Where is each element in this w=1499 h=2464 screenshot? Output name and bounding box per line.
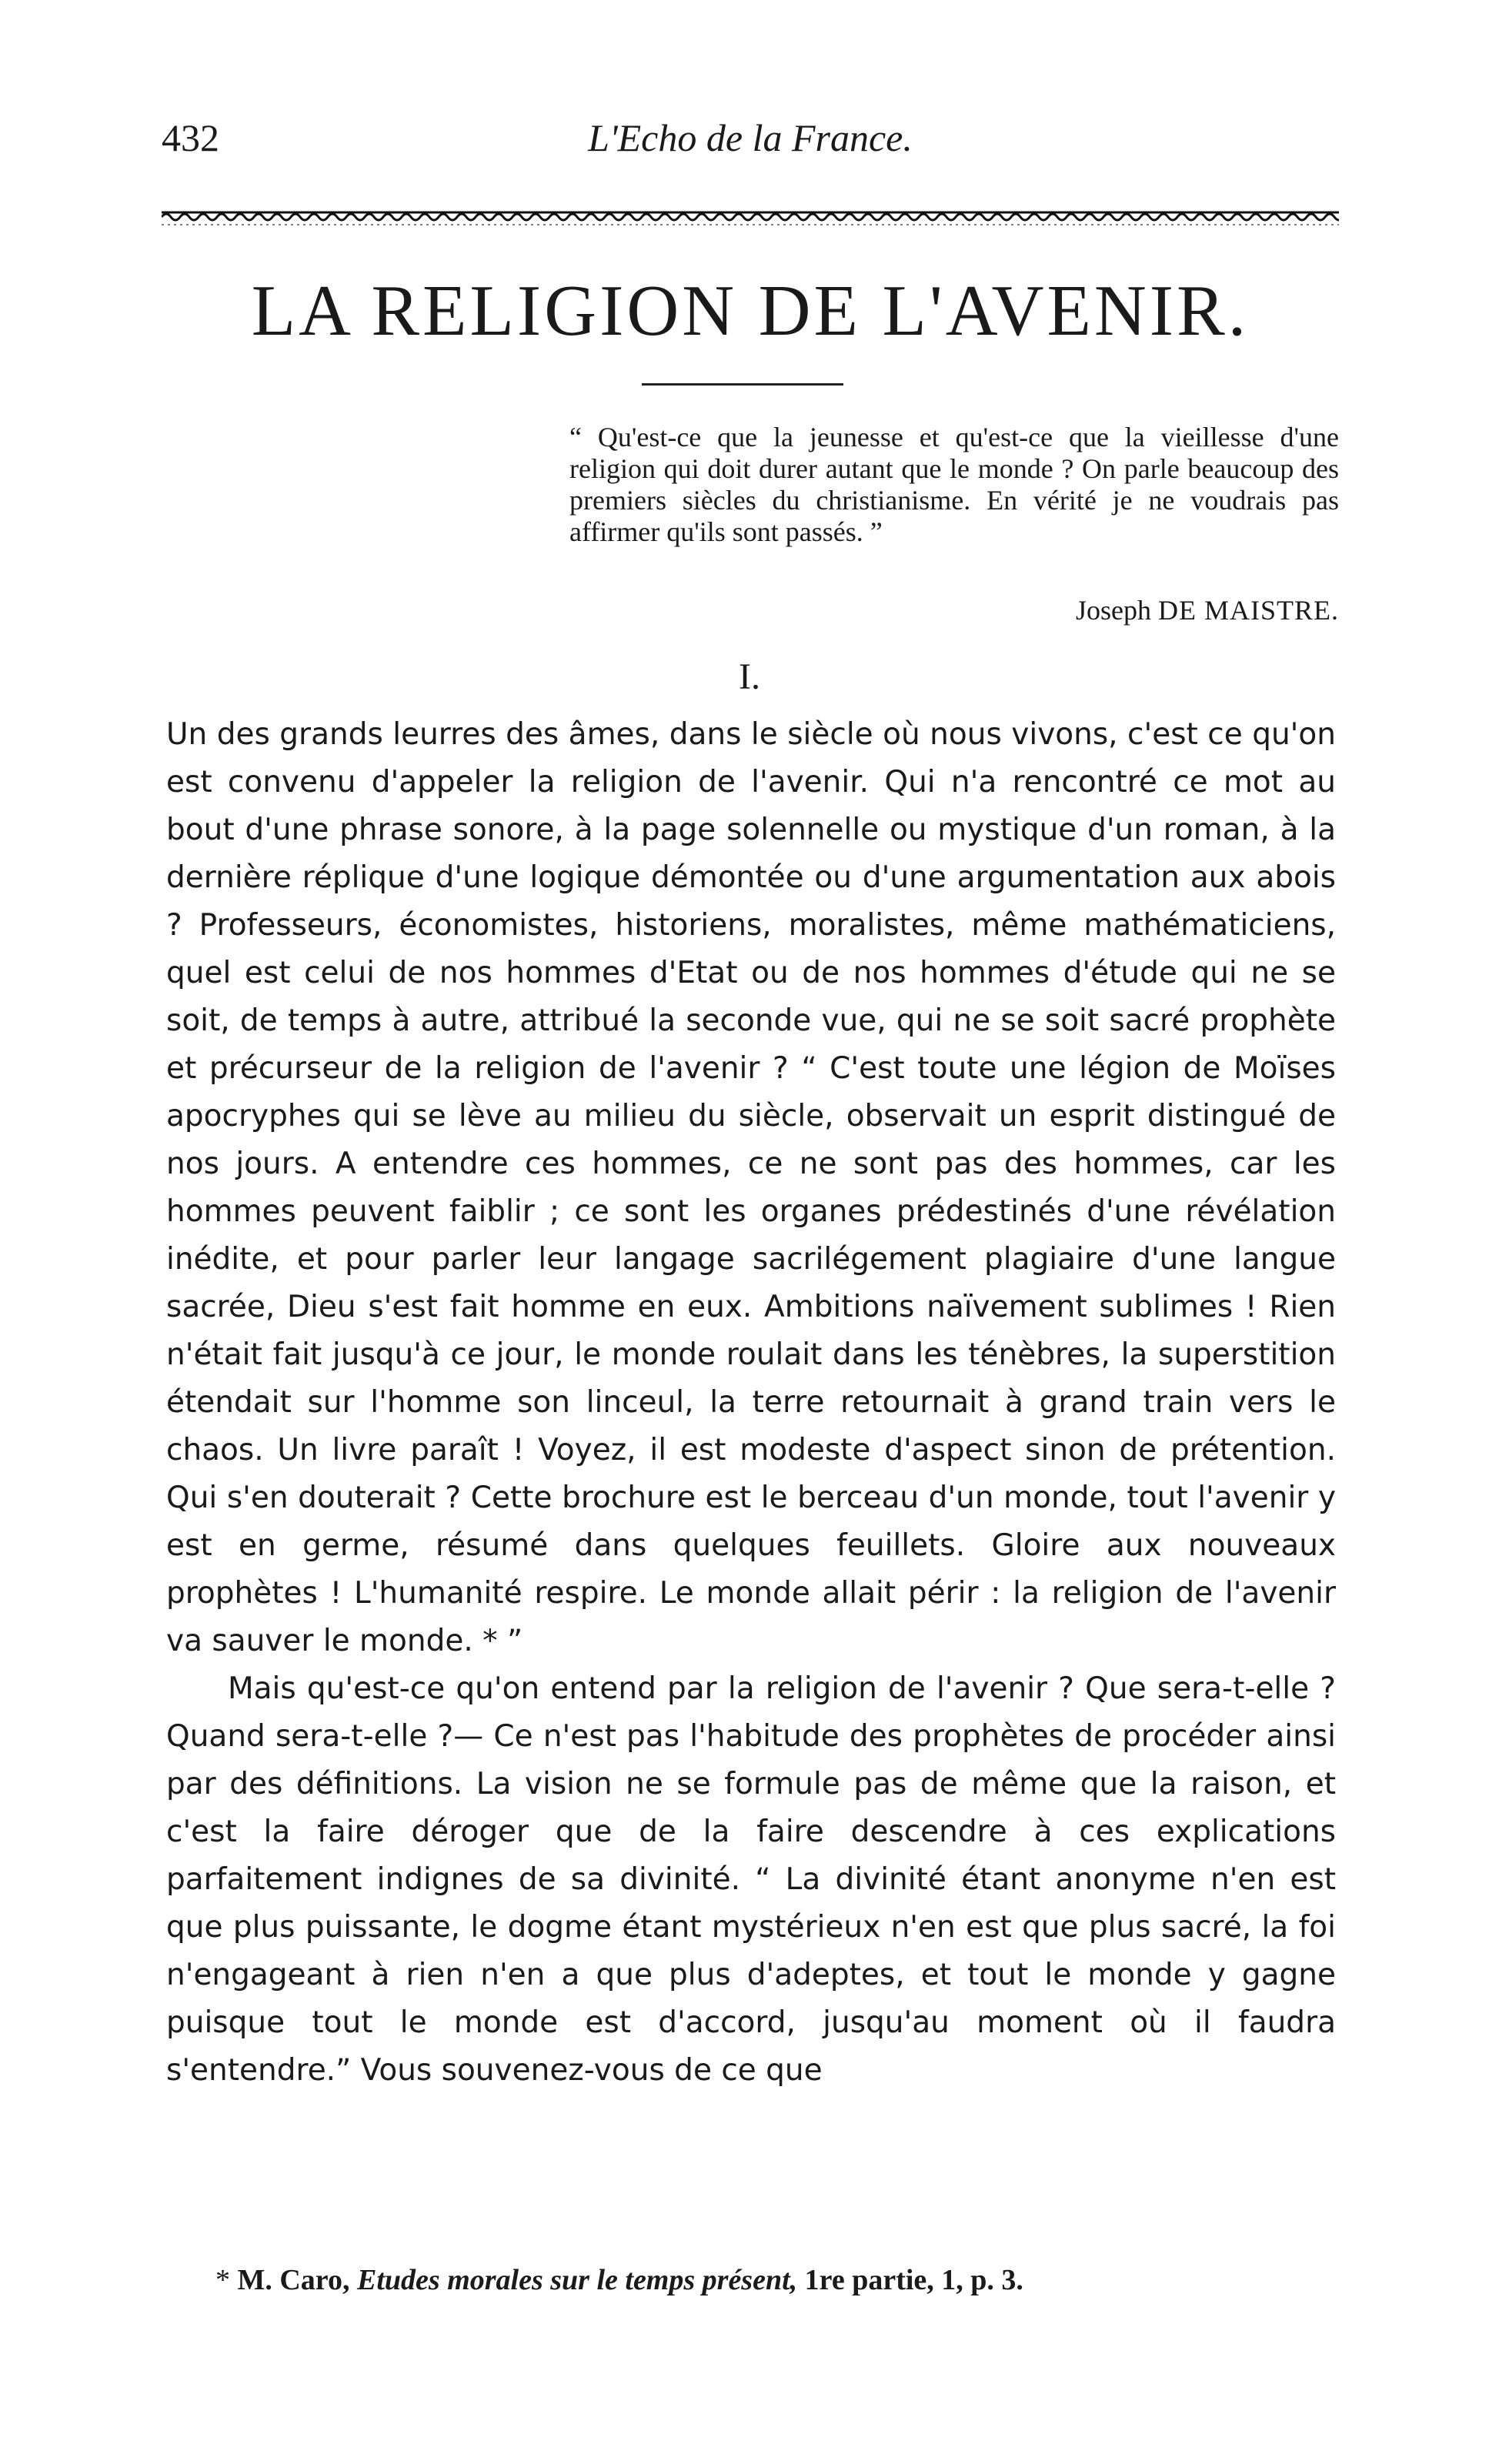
footnote-marker: * xyxy=(215,2264,230,2296)
article-title: LA RELIGION DE L'AVENIR. xyxy=(251,271,1250,351)
attribution-first-name: Joseph xyxy=(1076,595,1151,626)
attribution-last-name: DE MAISTRE. xyxy=(1158,595,1339,626)
paragraph-1: Un des grands leurres des âmes, dans le siècle où nous vivons, c'est ce qu'on est convenu d'appeler la religion de l'avenir. Qui n'a rencontré ce mot au bout d'une phrase sonore, à la page solennelle ou mystique d'un roman, à la dernière réplique d'une logique démontée ou d'une argumentation aux abois ? Professeurs, économistes, historiens, moralistes, même mathématiciens, quel est celui de nos hommes d'Etat ou de nos hommes d'étude qui ne se soit, de temps à autre, attribué la seconde vue, qui ne se soit sacré prophète et précurseur de la religion de l'avenir ? “ C'est toute une légion de Moïses apocryphes qui se lève au milieu du siècle, observait un esprit distingué de nos jours. A entendre ces hommes, ce ne sont pas des hommes, car les hommes peuvent faiblir ; ce sont les organes prédestinés d'une révélation inédite, et pour parler leur langage sacrilégement plagiaire d'une langue sacrée, Dieu s'est fait homme en eux. Ambitions naïvement sublimes ! Rien n'était fait jusqu'à ce jour, le monde roulait dans les ténèbres, la superstition étendait sur l'homme son linceul, la terre retournait à grand train vers le chaos. Un livre paraît ! Voyez, il est modeste d'aspect sinon de prétention. Qui s'en douterait ? Cette brochure est le berceau d'un monde, tout l'avenir y est en germe, résumé dans quelques feuillets. Gloire aux nouveaux prophètes ! L'humanité respire. Le monde allait périr : la religion de l'avenir va sauver le monde. * ” xyxy=(166,717,1336,1658)
paragraph-2: Mais qu'est-ce qu'on entend par la religion de l'avenir ? Que sera-t-elle ? Quand sera-t-elle ?— Ce n'est pas l'habitude des prophètes de procéder ainsi par des définitions. La vision ne se formule pas de même que la raison, et c'est la faire déroger que de la faire descendre à ces explications parfaitement indignes de sa divinité. “ La divinité étant anonyme n'en est que plus puissante, le dogme étant mystérieux n'en est que plus sacré, la foi n'engageant à rien n'en a que plus d'adeptes, et tout le monde y gagne puisque tout le monde est d'accord, jusqu'au moment où il faudra s'entendre.” Vous souvenez-vous de ce que xyxy=(166,1671,1336,2088)
footnote-author: M. Caro, xyxy=(237,2264,350,2296)
ornamental-rule xyxy=(162,202,1339,232)
journal-title: L'Echo de la France. xyxy=(588,116,913,159)
footnote-reference: 1re partie, 1, p. 3. xyxy=(804,2264,1023,2296)
section-numeral: I. xyxy=(739,656,760,697)
page-number: 432 xyxy=(162,116,219,159)
body-text xyxy=(166,711,1336,2095)
footnote xyxy=(215,2262,1339,2298)
title-rule xyxy=(642,383,843,386)
running-head xyxy=(162,115,1339,169)
epigraph-attribution xyxy=(1076,594,1339,626)
footnote-work-title: Etudes morales sur le temps présent, xyxy=(357,2264,798,2296)
epigraph-quote: “ Qu'est-ce que la jeunesse et qu'est-ce que la vieillesse d'une religion qui doit durer autant que le monde ? On parle beaucoup des premiers siècles du christianisme. En vérité je ne voudrais pas affirmer qu'ils sont passés. ” xyxy=(569,422,1339,547)
